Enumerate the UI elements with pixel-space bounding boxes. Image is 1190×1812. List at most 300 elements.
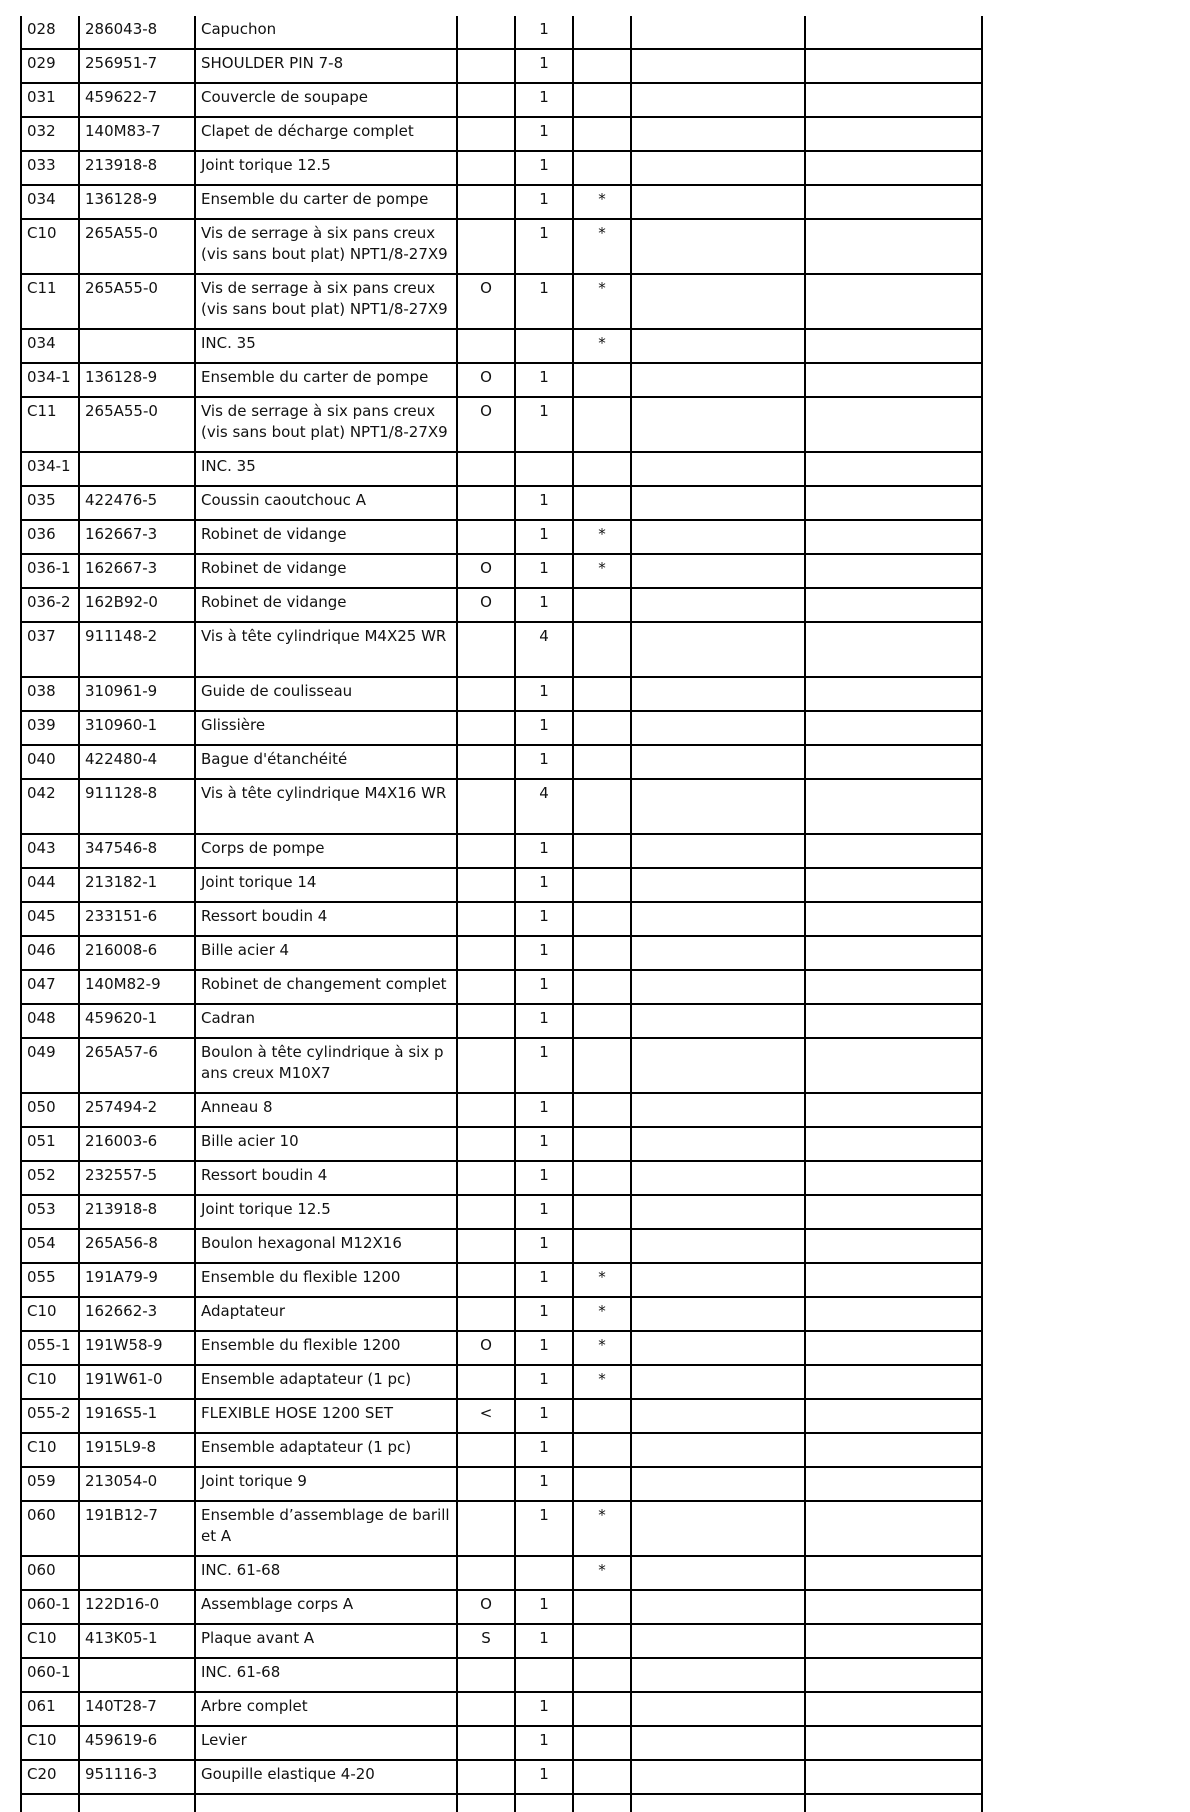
note-mark-cell xyxy=(573,970,631,1004)
description-cell: Ensemble du flexible 1200 xyxy=(195,1263,457,1297)
blank-cell xyxy=(805,1229,982,1263)
note-mark-cell: * xyxy=(573,1331,631,1365)
description-cell: Robinet de vidange xyxy=(195,554,457,588)
option-code-cell: O xyxy=(457,1331,515,1365)
table-row xyxy=(21,868,982,902)
ref-number-cell: 029 xyxy=(21,49,79,83)
part-number-cell: 122D16-0 xyxy=(79,1590,195,1624)
option-code-cell: O xyxy=(457,554,515,588)
part-number-cell: 310960-1 xyxy=(79,711,195,745)
table-row xyxy=(21,1501,982,1556)
blank-cell xyxy=(631,185,805,219)
part-number-cell: 422476-5 xyxy=(79,486,195,520)
blank-cell xyxy=(631,83,805,117)
description-cell: Bague d'étanchéité xyxy=(195,745,457,779)
quantity-cell: 1 xyxy=(515,1263,573,1297)
description-cell: Ensemble du carter de pompe xyxy=(195,363,457,397)
blank-cell xyxy=(805,49,982,83)
table-row xyxy=(21,711,982,745)
option-code-cell xyxy=(457,970,515,1004)
part-number-cell: 413K05-1 xyxy=(79,1624,195,1658)
blank-cell xyxy=(805,1263,982,1297)
table-row xyxy=(21,1726,982,1760)
description-cell: Joint torique 14 xyxy=(195,868,457,902)
part-number-cell: 265A56-8 xyxy=(79,1229,195,1263)
blank-cell xyxy=(631,1399,805,1433)
quantity-cell: 1 xyxy=(515,49,573,83)
part-number-cell: 140T28-7 xyxy=(79,1692,195,1726)
quantity-cell: 1 xyxy=(515,117,573,151)
option-code-cell xyxy=(457,520,515,554)
blank-cell xyxy=(631,936,805,970)
note-mark-cell xyxy=(573,677,631,711)
description-cell: Ensemble adaptateur (1 pc) xyxy=(195,1365,457,1399)
table-row xyxy=(21,1229,982,1263)
blank-cell xyxy=(805,1004,982,1038)
note-mark-cell: * xyxy=(573,1365,631,1399)
note-mark-cell: * xyxy=(573,1263,631,1297)
description-cell: Clapet de décharge complet xyxy=(195,117,457,151)
description-cell: Vis de serrage à six pans creux (vis sans bout plat) NPT1/8-27X9 xyxy=(195,274,457,329)
part-number-cell: 162B92-0 xyxy=(79,588,195,622)
blank-cell xyxy=(631,1038,805,1093)
blank-cell xyxy=(631,1263,805,1297)
quantity-cell: 1 xyxy=(515,868,573,902)
blank-cell xyxy=(805,1658,982,1692)
part-number-cell: 265A55-0 xyxy=(79,219,195,274)
blank-cell xyxy=(805,711,982,745)
option-code-cell xyxy=(457,219,515,274)
description-cell: Ensemble du flexible 1200 xyxy=(195,1331,457,1365)
note-mark-cell xyxy=(573,1467,631,1501)
quantity-cell: 1 xyxy=(515,711,573,745)
quantity-cell: 1 xyxy=(515,834,573,868)
table-row xyxy=(21,1161,982,1195)
note-mark-cell: * xyxy=(573,219,631,274)
ref-number-cell: 059 xyxy=(21,1467,79,1501)
note-mark-cell xyxy=(573,1624,631,1658)
quantity-cell: 1 xyxy=(515,1692,573,1726)
part-number-cell: 162667-3 xyxy=(79,520,195,554)
note-mark-cell xyxy=(573,1399,631,1433)
description-cell: Robinet de changement complet xyxy=(195,970,457,1004)
part-number-cell: 233151-6 xyxy=(79,902,195,936)
part-number-cell: 191W61-0 xyxy=(79,1365,195,1399)
ref-number-cell: 046 xyxy=(21,936,79,970)
description-cell: Ensemble d’assemblage de barillet A xyxy=(195,1501,457,1556)
table-row xyxy=(21,274,982,329)
blank-cell xyxy=(631,397,805,452)
part-number-cell: 1915L9-8 xyxy=(79,1433,195,1467)
ref-number-cell: 034 xyxy=(21,185,79,219)
blank-cell xyxy=(631,588,805,622)
blank-cell xyxy=(631,1692,805,1726)
note-mark-cell xyxy=(573,49,631,83)
ref-number-cell: 051 xyxy=(21,1127,79,1161)
table-row xyxy=(21,936,982,970)
blank-cell xyxy=(805,1467,982,1501)
option-code-cell xyxy=(457,622,515,677)
quantity-cell: 1 xyxy=(515,677,573,711)
table-row xyxy=(21,1297,982,1331)
note-mark-cell xyxy=(573,1692,631,1726)
table-row xyxy=(21,1399,982,1433)
description-cell: Couvercle de soupape xyxy=(195,83,457,117)
note-mark-cell: * xyxy=(573,329,631,363)
blank-cell xyxy=(631,117,805,151)
table-row xyxy=(21,1433,982,1467)
ref-number-cell: C10 xyxy=(21,1624,79,1658)
note-mark-cell xyxy=(573,397,631,452)
blank-cell xyxy=(457,1794,515,1812)
quantity-cell: 1 xyxy=(515,1038,573,1093)
note-mark-cell xyxy=(573,1590,631,1624)
quantity-cell xyxy=(515,452,573,486)
description-cell: Ressort boudin 4 xyxy=(195,902,457,936)
table-row xyxy=(21,1038,982,1093)
blank-cell xyxy=(631,151,805,185)
part-number-cell: 459619-6 xyxy=(79,1726,195,1760)
option-code-cell xyxy=(457,16,515,49)
table-row xyxy=(21,520,982,554)
part-number-cell: 286043-8 xyxy=(79,16,195,49)
blank-cell xyxy=(515,1794,573,1812)
blank-cell xyxy=(631,520,805,554)
description-cell: Vis de serrage à six pans creux (vis sans bout plat) NPT1/8-27X9 xyxy=(195,219,457,274)
quantity-cell: 1 xyxy=(515,1093,573,1127)
table-row xyxy=(21,554,982,588)
table-row xyxy=(21,1692,982,1726)
note-mark-cell xyxy=(573,363,631,397)
description-cell: Levier xyxy=(195,1726,457,1760)
part-number-cell: 136128-9 xyxy=(79,363,195,397)
description-cell: Vis de serrage à six pans creux (vis sans bout plat) NPT1/8-27X9 xyxy=(195,397,457,452)
parts-table xyxy=(20,16,983,1812)
option-code-cell xyxy=(457,1692,515,1726)
description-cell: FLEXIBLE HOSE 1200 SET xyxy=(195,1399,457,1433)
note-mark-cell xyxy=(573,1195,631,1229)
blank-cell xyxy=(805,16,982,49)
note-mark-cell xyxy=(573,1658,631,1692)
blank-cell xyxy=(631,745,805,779)
option-code-cell xyxy=(457,185,515,219)
note-mark-cell: * xyxy=(573,1501,631,1556)
quantity-cell xyxy=(515,1556,573,1590)
blank-cell xyxy=(805,219,982,274)
blank-cell xyxy=(631,868,805,902)
description-cell: INC. 35 xyxy=(195,452,457,486)
table-row xyxy=(21,329,982,363)
ref-number-cell: 032 xyxy=(21,117,79,151)
note-mark-cell xyxy=(573,868,631,902)
option-code-cell xyxy=(457,1195,515,1229)
ref-number-cell: 055-1 xyxy=(21,1331,79,1365)
option-code-cell xyxy=(457,1433,515,1467)
ref-number-cell: C10 xyxy=(21,1433,79,1467)
option-code-cell xyxy=(457,745,515,779)
option-code-cell xyxy=(457,1658,515,1692)
quantity-cell: 1 xyxy=(515,1433,573,1467)
note-mark-cell: * xyxy=(573,554,631,588)
option-code-cell: O xyxy=(457,1590,515,1624)
quantity-cell: 1 xyxy=(515,1399,573,1433)
blank-cell xyxy=(805,1501,982,1556)
table-row xyxy=(21,83,982,117)
note-mark-cell xyxy=(573,1229,631,1263)
blank-cell xyxy=(631,622,805,677)
table-row xyxy=(21,745,982,779)
part-number-cell xyxy=(79,1556,195,1590)
description-cell: Arbre complet xyxy=(195,1692,457,1726)
table-row xyxy=(21,1658,982,1692)
part-number-cell: 459622-7 xyxy=(79,83,195,117)
table-row xyxy=(21,185,982,219)
blank-cell xyxy=(805,1433,982,1467)
blank-cell xyxy=(631,1161,805,1195)
description-cell: INC. 61-68 xyxy=(195,1658,457,1692)
description-cell: Goupille elastique 4-20 xyxy=(195,1760,457,1794)
ref-number-cell: 028 xyxy=(21,16,79,49)
blank-cell xyxy=(631,1365,805,1399)
description-cell: Joint torique 9 xyxy=(195,1467,457,1501)
description-cell: Bille acier 10 xyxy=(195,1127,457,1161)
description-cell: Guide de coulisseau xyxy=(195,677,457,711)
table-row xyxy=(21,1263,982,1297)
table-row xyxy=(21,452,982,486)
blank-cell xyxy=(631,1658,805,1692)
quantity-cell: 1 xyxy=(515,363,573,397)
ref-number-cell: 039 xyxy=(21,711,79,745)
ref-number-cell: 054 xyxy=(21,1229,79,1263)
note-mark-cell: * xyxy=(573,520,631,554)
description-cell: SHOULDER PIN 7-8 xyxy=(195,49,457,83)
blank-cell xyxy=(631,486,805,520)
description-cell: Boulon à tête cylindrique à six pans creux M10X7 xyxy=(195,1038,457,1093)
ref-number-cell: C10 xyxy=(21,1365,79,1399)
blank-cell xyxy=(573,1794,631,1812)
option-code-cell xyxy=(457,902,515,936)
quantity-cell: 1 xyxy=(515,970,573,1004)
quantity-cell: 1 xyxy=(515,1624,573,1658)
table-row xyxy=(21,397,982,452)
quantity-cell: 1 xyxy=(515,219,573,274)
quantity-cell: 1 xyxy=(515,1726,573,1760)
blank-cell xyxy=(805,1624,982,1658)
table-row xyxy=(21,779,982,834)
ref-number-cell: 061 xyxy=(21,1692,79,1726)
part-number-cell: 191B12-7 xyxy=(79,1501,195,1556)
description-cell: Corps de pompe xyxy=(195,834,457,868)
blank-cell xyxy=(631,1093,805,1127)
blank-cell xyxy=(79,1794,195,1812)
table-row xyxy=(21,677,982,711)
ref-number-cell: 055 xyxy=(21,1263,79,1297)
ref-number-cell: 042 xyxy=(21,779,79,834)
note-mark-cell: * xyxy=(573,185,631,219)
ref-number-cell: 060-1 xyxy=(21,1658,79,1692)
note-mark-cell: * xyxy=(573,1297,631,1331)
blank-cell xyxy=(805,1195,982,1229)
option-code-cell xyxy=(457,83,515,117)
blank-cell xyxy=(805,452,982,486)
table-row xyxy=(21,588,982,622)
blank-cell xyxy=(805,970,982,1004)
ref-number-cell: 052 xyxy=(21,1161,79,1195)
option-code-cell xyxy=(457,1093,515,1127)
blank-cell xyxy=(805,185,982,219)
description-cell: Bille acier 4 xyxy=(195,936,457,970)
description-cell: Ensemble adaptateur (1 pc) xyxy=(195,1433,457,1467)
ref-number-cell: 053 xyxy=(21,1195,79,1229)
note-mark-cell xyxy=(573,622,631,677)
table-row xyxy=(21,49,982,83)
description-cell: Robinet de vidange xyxy=(195,520,457,554)
option-code-cell xyxy=(457,1004,515,1038)
quantity-cell: 1 xyxy=(515,274,573,329)
blank-cell xyxy=(805,274,982,329)
table-row xyxy=(21,1467,982,1501)
table-row xyxy=(21,1127,982,1161)
blank-cell xyxy=(805,1726,982,1760)
ref-number-cell: C10 xyxy=(21,1726,79,1760)
ref-number-cell: 045 xyxy=(21,902,79,936)
option-code-cell: O xyxy=(457,588,515,622)
note-mark-cell xyxy=(573,1038,631,1093)
option-code-cell xyxy=(457,1263,515,1297)
quantity-cell: 1 xyxy=(515,1297,573,1331)
option-code-cell xyxy=(457,151,515,185)
blank-cell xyxy=(631,1297,805,1331)
note-mark-cell xyxy=(573,486,631,520)
description-cell: Adaptateur xyxy=(195,1297,457,1331)
ref-number-cell: 034 xyxy=(21,329,79,363)
quantity-cell: 1 xyxy=(515,151,573,185)
note-mark-cell xyxy=(573,834,631,868)
part-number-cell: 213918-8 xyxy=(79,151,195,185)
quantity-cell: 1 xyxy=(515,520,573,554)
description-cell: Joint torique 12.5 xyxy=(195,1195,457,1229)
table-row xyxy=(21,117,982,151)
part-number-cell: 265A55-0 xyxy=(79,274,195,329)
note-mark-cell xyxy=(573,16,631,49)
blank-cell xyxy=(631,1501,805,1556)
blank-cell xyxy=(631,1726,805,1760)
option-code-cell xyxy=(457,779,515,834)
blank-cell xyxy=(195,1794,457,1812)
blank-cell xyxy=(631,363,805,397)
blank-cell xyxy=(805,1692,982,1726)
option-code-cell xyxy=(457,49,515,83)
blank-cell xyxy=(805,554,982,588)
quantity-cell: 1 xyxy=(515,1501,573,1556)
table-row xyxy=(21,1760,982,1794)
ref-number-cell: 048 xyxy=(21,1004,79,1038)
blank-cell xyxy=(805,1161,982,1195)
quantity-cell: 1 xyxy=(515,16,573,49)
quantity-cell: 1 xyxy=(515,1127,573,1161)
option-code-cell xyxy=(457,486,515,520)
ref-number-cell: 038 xyxy=(21,677,79,711)
part-number-cell: 216008-6 xyxy=(79,936,195,970)
option-code-cell: O xyxy=(457,274,515,329)
note-mark-cell: * xyxy=(573,1556,631,1590)
ref-number-cell: 036-1 xyxy=(21,554,79,588)
note-mark-cell xyxy=(573,936,631,970)
ref-number-cell: C10 xyxy=(21,1297,79,1331)
quantity-cell: 1 xyxy=(515,83,573,117)
note-mark-cell xyxy=(573,151,631,185)
blank-cell xyxy=(805,677,982,711)
blank-cell xyxy=(805,1760,982,1794)
ref-number-cell: 033 xyxy=(21,151,79,185)
table-row xyxy=(21,219,982,274)
table-row-continued xyxy=(21,1794,982,1812)
note-mark-cell xyxy=(573,902,631,936)
note-mark-cell xyxy=(573,117,631,151)
note-mark-cell xyxy=(573,1433,631,1467)
option-code-cell: < xyxy=(457,1399,515,1433)
description-cell: Boulon hexagonal M12X16 xyxy=(195,1229,457,1263)
blank-cell xyxy=(631,219,805,274)
blank-cell xyxy=(631,779,805,834)
option-code-cell xyxy=(457,677,515,711)
blank-cell xyxy=(805,1399,982,1433)
blank-cell xyxy=(631,1760,805,1794)
part-number-cell: 213918-8 xyxy=(79,1195,195,1229)
ref-number-cell: 034-1 xyxy=(21,452,79,486)
part-number-cell: 191A79-9 xyxy=(79,1263,195,1297)
blank-cell xyxy=(805,1127,982,1161)
ref-number-cell: 031 xyxy=(21,83,79,117)
blank-cell xyxy=(805,1331,982,1365)
part-number-cell: 232557-5 xyxy=(79,1161,195,1195)
ref-number-cell: 055-2 xyxy=(21,1399,79,1433)
table-row xyxy=(21,1331,982,1365)
quantity-cell: 1 xyxy=(515,1365,573,1399)
quantity-cell: 1 xyxy=(515,397,573,452)
blank-cell xyxy=(631,1794,805,1812)
description-cell: Vis à tête cylindrique M4X25 WR xyxy=(195,622,457,677)
option-code-cell xyxy=(457,1297,515,1331)
ref-number-cell: 049 xyxy=(21,1038,79,1093)
option-code-cell xyxy=(457,329,515,363)
ref-number-cell: 060 xyxy=(21,1556,79,1590)
blank-cell xyxy=(631,1556,805,1590)
table-row xyxy=(21,970,982,1004)
option-code-cell xyxy=(457,1556,515,1590)
blank-cell xyxy=(631,834,805,868)
blank-cell xyxy=(631,452,805,486)
option-code-cell xyxy=(457,452,515,486)
note-mark-cell xyxy=(573,1127,631,1161)
table-row xyxy=(21,1004,982,1038)
ref-number-cell: C11 xyxy=(21,397,79,452)
quantity-cell: 1 xyxy=(515,1004,573,1038)
note-mark-cell xyxy=(573,1726,631,1760)
note-mark-cell: * xyxy=(573,274,631,329)
quantity-cell: 4 xyxy=(515,622,573,677)
description-cell: Robinet de vidange xyxy=(195,588,457,622)
blank-cell xyxy=(631,677,805,711)
part-number-cell: 310961-9 xyxy=(79,677,195,711)
ref-number-cell: 050 xyxy=(21,1093,79,1127)
note-mark-cell xyxy=(573,452,631,486)
blank-cell xyxy=(805,834,982,868)
option-code-cell xyxy=(457,1038,515,1093)
table-row xyxy=(21,1624,982,1658)
blank-cell xyxy=(805,936,982,970)
part-number-cell xyxy=(79,452,195,486)
